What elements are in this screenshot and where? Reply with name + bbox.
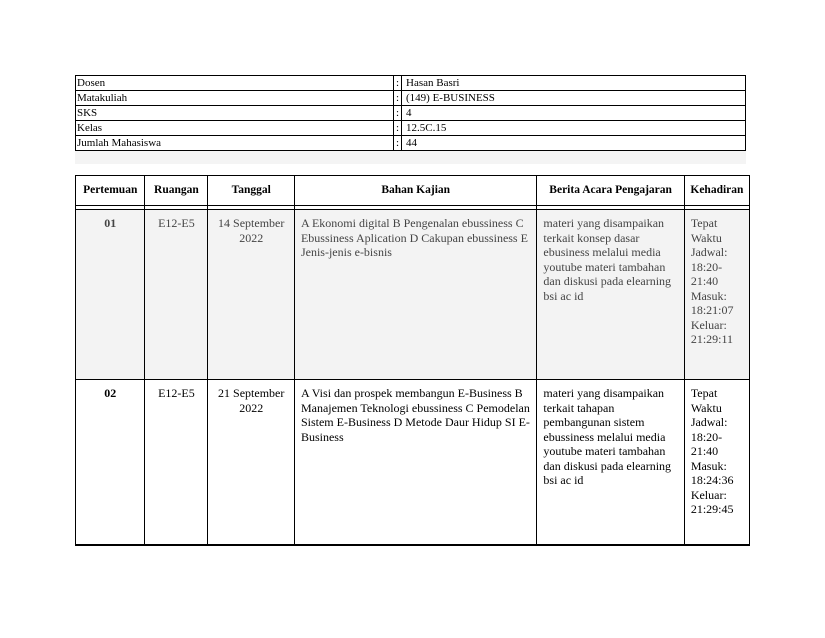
info-row-matakuliah — [76, 91, 746, 106]
meeting-attendance — [684, 210, 749, 380]
attendance-line: Keluar: — [690, 317, 727, 332]
course-info-table — [75, 75, 746, 151]
attendance-line: 21:29:45 — [690, 502, 734, 516]
attendance-line: Masuk: — [690, 458, 727, 473]
meeting-date: 14 September 2022 — [208, 210, 295, 380]
info-value: 4 — [402, 106, 746, 121]
info-label: Kelas — [76, 121, 394, 136]
schedule-header-row — [76, 176, 750, 206]
meeting-number: 02 — [76, 380, 145, 546]
header-kehadiran: Kehadiran — [684, 176, 749, 206]
attendance-line: Waktu — [690, 400, 722, 415]
info-colon: : — [394, 106, 402, 121]
meeting-report: materi yang disampaikan terkait konsep dasar ebusiness melalui media youtube materi tambahan dan diskusi pada elearning bsi ac id — [537, 210, 684, 380]
header-tanggal: Tanggal — [208, 176, 295, 206]
meeting-attendance — [684, 380, 749, 546]
info-row-sks — [76, 106, 746, 121]
info-row-kelas — [76, 121, 746, 136]
info-value: (149) E-BUSINESS — [402, 91, 746, 106]
info-value: 44 — [402, 136, 746, 151]
attendance-line: Jadwal: — [690, 245, 728, 259]
info-table-shade — [75, 151, 746, 164]
meeting-schedule-table — [75, 175, 750, 546]
info-row-dosen — [76, 76, 746, 91]
attendance-line: 18:24:36 — [690, 473, 734, 487]
attendance-line: Masuk: — [690, 288, 727, 303]
info-value: Hasan Basri — [402, 76, 746, 91]
attendance-line: Tepat — [690, 386, 718, 400]
info-label: SKS — [76, 106, 394, 121]
header-bahan-kajian: Bahan Kajian — [294, 176, 536, 206]
meeting-topics: A Ekonomi digital B Pengenalan ebussiness C Ebussiness Aplication D Cakupan ebussiness E Jenis-jenis e-bisnis — [294, 210, 536, 380]
table-row — [76, 380, 750, 546]
info-label: Matakuliah — [76, 91, 394, 106]
meeting-topics: A Visi dan prospek membangun E-Business B Manajemen Teknologi ebussiness C Pemodelan Sistem E-Business D Metode Daur Hidup SI E-Business — [294, 380, 536, 546]
header-pertemuan: Pertemuan — [76, 176, 145, 206]
attendance-line: Tepat — [690, 216, 718, 230]
info-row-jumlah-mahasiswa — [76, 136, 746, 151]
meeting-report: materi yang disampaikan terkait tahapan pembangunan sistem ebussiness melalui media youtube materi tambahan dan diskusi pada elearning bsi ac id — [537, 380, 684, 546]
meeting-date: 21 September 2022 — [208, 380, 295, 546]
info-value: 12.5C.15 — [402, 121, 746, 136]
attendance-line: 18:21:07 — [690, 303, 734, 317]
meeting-room: E12-E5 — [145, 380, 208, 546]
meeting-room: E12-E5 — [145, 210, 208, 380]
meeting-number: 01 — [76, 210, 145, 380]
attendance-line: Jadwal: — [690, 415, 728, 429]
info-colon: : — [394, 76, 402, 91]
attendance-line: Keluar: — [690, 487, 727, 502]
header-berita-acara: Berita Acara Pengajaran — [537, 176, 684, 206]
attendance-line: 21:29:11 — [690, 332, 734, 346]
header-ruangan: Ruangan — [145, 176, 208, 206]
attendance-line: 18:20- — [690, 259, 723, 274]
info-label: Jumlah Mahasiswa — [76, 136, 394, 151]
table-row — [76, 210, 750, 380]
attendance-line: 21:40 — [690, 444, 719, 458]
attendance-line: 18:20- — [690, 429, 723, 444]
info-colon: : — [394, 91, 402, 106]
info-colon: : — [394, 121, 402, 136]
attendance-line: Waktu — [690, 230, 722, 245]
info-colon: : — [394, 136, 402, 151]
attendance-line: 21:40 — [690, 274, 719, 288]
info-label: Dosen — [76, 76, 394, 91]
